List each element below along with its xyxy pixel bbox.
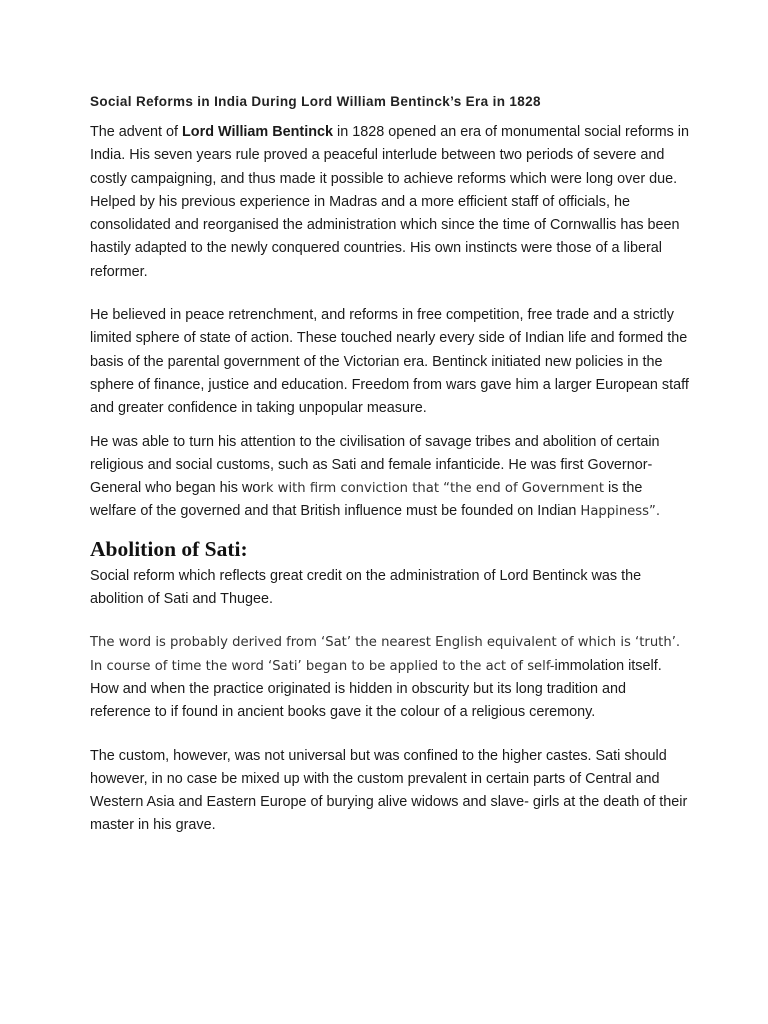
civilisation-line-text: is the welfare of the governed and that British influence must be founded on Indian xyxy=(90,480,643,520)
paragraph-custom: The custom, however, was not universal but was confined to the higher castes. Sati should however, in no case be mixed up with the custom prevalent in certain parts of Central and Western Asia and Eastern Europe of burying alive widows and slave- girls at the death of their master in his grave. xyxy=(90,747,688,834)
spacer xyxy=(90,284,690,304)
document-page xyxy=(90,92,690,838)
paragraph-intro xyxy=(90,121,690,191)
document-title: Social Reforms in India During Lord William Bentinck’s Era in 1828 xyxy=(90,94,541,109)
word-origin-rest-text: immolation itself. How and when the practice originated is hidden in obscurity but its long tradition and reference to if found in ancient books gave it the colour of a religious ceremony. xyxy=(90,657,662,721)
bentinck-name-bold: Lord William Bentinck xyxy=(182,124,334,140)
paragraph-reform-credit: Social reform which reflects great credit on the administration of Lord Bentinck was the abolition of Sati and Thugee. xyxy=(90,567,642,608)
paragraph-administration: Helped by his previous experience in Madras and a more efficient staff of officials, he consolidated and reorganised the administration which since the time of Cornwallis has been hastily adapted to the newly conquered countries. His own instincts were those of a liberal reformer. xyxy=(90,193,680,280)
section-heading-sati: Abolition of Sati: xyxy=(90,536,248,561)
spacer xyxy=(90,725,690,745)
word-origin-text: The word is probably derived from ‘Sat’ the nearest English equivalent of which is ‘truth’. In course of time the word ‘Sati’ began to be applied to the act of self- xyxy=(90,635,681,674)
spacer xyxy=(90,421,690,431)
civilisation-lead-text: He was able to turn his attention to the civilisation of savage tribes and abolition of certain religious and social customs, such as Sati and female infanticide. He was first Governor-General who began his wo xyxy=(90,433,660,497)
quote-end-text: Happiness”. xyxy=(580,504,661,520)
intro-rest-text: in 1828 opened an era of monumental social reforms in India. His seven years rule proved a peaceful interlude between two periods of severe and costly campaigning, and thus made it possible to achieve reforms which were long over due. xyxy=(90,124,689,187)
quote-start-text: rk with firm conviction that “the end of Government xyxy=(260,481,605,497)
paragraph-policies: He believed in peace retrenchment, and reforms in free competition, free trade and a strictly limited sphere of state of action. These touched nearly every side of Indian life and formed the basis of the parental government of the Victorian era. Bentinck initiated new policies in the sphere of finance, justice and education. Freedom from wars gave him a larger European staff and greater confidence in taking unpopular measure. xyxy=(90,307,689,417)
paragraph-word-origin xyxy=(90,631,690,724)
intro-lead-text: The advent of xyxy=(90,124,183,140)
spacer xyxy=(90,611,690,631)
paragraph-civilisation xyxy=(90,431,690,524)
